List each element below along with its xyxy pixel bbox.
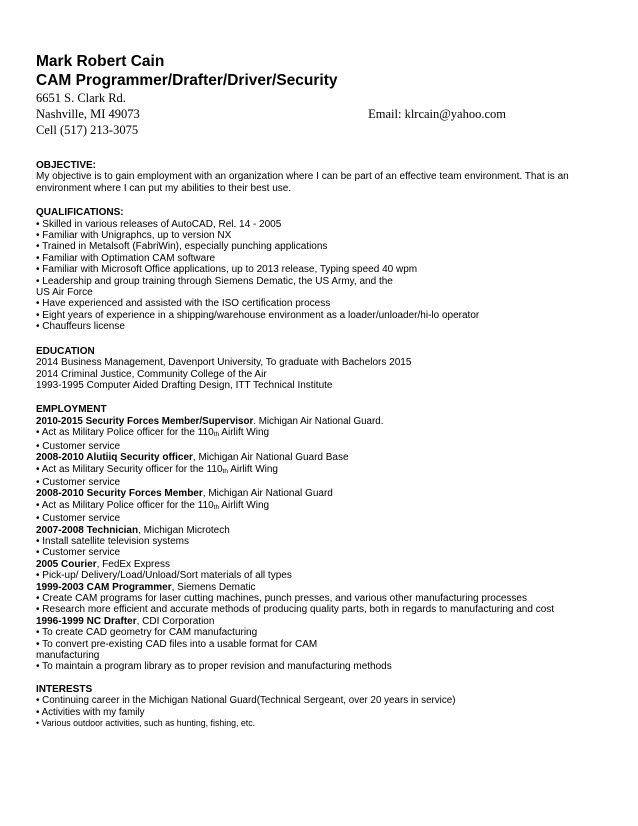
job-title: 2008-2010 Alutiiq Security officer (36, 452, 193, 464)
qualification-item: • Leadership and group training through Siemens Dematic, the US Army, and the (36, 275, 393, 287)
job-organization: , Siemens Dematic (171, 581, 256, 593)
qualification-item: • Eight years of experience in a shipping/warehouse environment as a loader/unloader/hi-lo operator (36, 309, 480, 321)
address-line-1: 6651 S. Clark Rd. (36, 91, 126, 105)
qualification-item: • Trained in Metalsoft (FabriWin), especially punching applications (36, 241, 328, 253)
email-address: Email: klrcain@yahoo.com (368, 107, 506, 121)
interests-section (36, 684, 602, 730)
education-section (36, 346, 602, 392)
interests-heading: INTERESTS (36, 683, 93, 695)
job-bullet: • Act as Military Police officer for the 110th Airlift Wing (36, 427, 270, 439)
qualification-item: • Familiar with Microsoft Office applications, up to 2013 release, Typing speed 40 wpm (36, 264, 418, 276)
job-bullet: • Customer service (36, 547, 121, 559)
job-bullet: • Create CAM programs for laser cutting machines, punch presses, and various other manufacturing processes (36, 593, 527, 604)
qualification-item: • Familiar with Unigraphcs, up to version NX (36, 230, 232, 242)
job-title: 2007-2008 Technician (36, 524, 139, 536)
job-title-line (36, 616, 602, 627)
job-title: 1996-1999 NC Drafter (36, 615, 137, 627)
job-title-line (36, 452, 602, 463)
candidate-name: Mark Robert Cain (36, 53, 165, 70)
job-organization: , Michigan Microtech (138, 524, 230, 536)
address-line-2: Nashville, MI 49073 (36, 107, 140, 121)
objective-text-line-2: environment where I can put my abilities to their best use. (36, 182, 292, 194)
qualifications-section (36, 207, 602, 332)
qualification-item: • Skilled in various releases of AutoCAD, Rel. 14 - 2005 (36, 218, 282, 230)
candidate-title: CAM Programmer/Drafter/Driver/Security (36, 72, 338, 89)
education-item: 1993-1995 Computer Aided Drafting Design, ITT Technical Institute (36, 379, 333, 391)
employment-heading: EMPLOYMENT (36, 404, 107, 416)
job-organization: , CDI Corporation (136, 615, 215, 627)
employment-section (36, 404, 602, 673)
job-title-line (36, 582, 602, 593)
education-item: 2014 Business Management, Davenport University, To graduate with Bachelors 2015 (36, 357, 412, 369)
job-title: 2005 Courier (36, 558, 97, 570)
resume-header (36, 52, 602, 138)
job-title-line (36, 416, 602, 428)
job-bullet: • Act as Military Security officer for the 110th Airlift Wing (36, 463, 278, 475)
job-bullet: • To convert pre-existing CAD files into a usable format for CAM (36, 638, 318, 650)
objective-section (36, 160, 602, 194)
interest-item: • Various outdoor activities, such as hunting, fishing, etc. (36, 718, 256, 729)
qualifications-heading: QUALIFICATIONS: (36, 207, 124, 219)
interest-item: • Continuing career in the Michigan National Guard(Technical Sergeant, over 20 years in service) (36, 695, 456, 707)
education-heading: EDUCATION (36, 345, 95, 357)
job-organization: . Michigan Air National Guard. (253, 415, 384, 427)
objective-text-line-1: My objective is to gain employment with an organization where I can be part of an effective team environment. That is an (36, 171, 569, 183)
address-email-row (36, 106, 506, 122)
job-organization: , Michigan Air National Guard Base (192, 452, 349, 464)
job-title-line (36, 525, 602, 536)
job-bullet: • To maintain a program library as to proper revision and manufacturing methods (36, 661, 392, 673)
job-organization: , FedEx Express (96, 558, 170, 570)
objective-heading: OBJECTIVE: (36, 160, 97, 171)
job-bullet: • Customer service (36, 440, 121, 452)
job-title-line (36, 559, 602, 570)
job-title: 1999-2003 CAM Programmer (36, 581, 172, 593)
job-bullet: • Pick-up/ Delivery/Load/Unload/Sort materials of all types (36, 570, 292, 582)
job-bullet: • Customer service (36, 513, 121, 525)
job-title-line (36, 488, 602, 499)
job-bullet: • Act as Military Police officer for the 110th Airlift Wing (36, 499, 270, 511)
education-item: 2014 Criminal Justice, Community College of the Air (36, 368, 267, 380)
job-bullet: • To create CAD geometry for CAM manufacturing (36, 627, 258, 639)
job-title: 2008-2010 Security Forces Member (36, 488, 203, 500)
phone-number: Cell (517) 213-3075 (36, 123, 139, 137)
job-bullet-continuation: manufacturing (36, 650, 100, 662)
job-bullet: • Install satellite television systems (36, 535, 190, 547)
job-bullet: • Customer service (36, 476, 121, 488)
job-organization: , Michigan Air National Guard (202, 488, 333, 500)
job-bullet: • Research more efficient and accurate methods of producing quality parts, both in regards to manufacturing and cost (36, 604, 555, 616)
interest-item: • Activities with my family (36, 706, 145, 718)
resume-page (36, 52, 602, 730)
qualification-item: • Familiar with Optimation CAM software (36, 252, 216, 264)
qualification-item: US Air Force (36, 287, 93, 299)
qualification-item: • Have experienced and assisted with the ISO certification process (36, 298, 331, 310)
qualification-item: • Chauffeurs license (36, 321, 125, 333)
job-title: 2010-2015 Security Forces Member/Supervisor (36, 415, 254, 427)
